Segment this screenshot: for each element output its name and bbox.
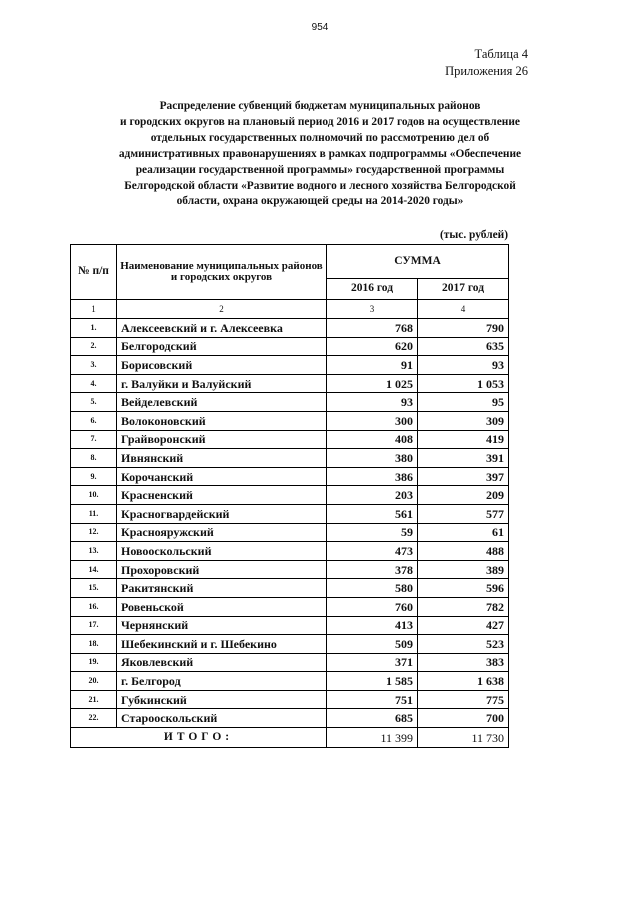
table-row xyxy=(71,486,509,505)
table-row xyxy=(71,467,509,486)
amount-2016: 386 xyxy=(327,467,418,486)
table-row xyxy=(71,560,509,579)
table-row xyxy=(71,542,509,561)
table-row xyxy=(71,635,509,654)
table-row xyxy=(71,579,509,598)
amount-2016: 1 585 xyxy=(327,672,418,691)
district-name: Красненский xyxy=(117,486,327,505)
table-row xyxy=(71,374,509,393)
table-number: Таблица 4 xyxy=(474,47,528,61)
district-name: Губкинский xyxy=(117,690,327,709)
amount-2017: 95 xyxy=(418,393,509,412)
table-row xyxy=(71,319,509,338)
row-number: 17. xyxy=(71,616,117,635)
amount-2017: 596 xyxy=(418,579,509,598)
district-name: Алексеевский и г. Алексеевка xyxy=(117,319,327,338)
row-number: 14. xyxy=(71,560,117,579)
table-row xyxy=(71,597,509,616)
amount-2016: 760 xyxy=(327,597,418,616)
amount-2017: 391 xyxy=(418,449,509,468)
district-name: Яковлевский xyxy=(117,653,327,672)
amount-2017: 523 xyxy=(418,635,509,654)
row-number: 20. xyxy=(71,672,117,691)
column-index: 3 xyxy=(327,300,418,319)
amount-2017: 419 xyxy=(418,430,509,449)
page-number: 954 xyxy=(311,22,329,33)
amount-2017: 775 xyxy=(418,690,509,709)
amount-2017: 93 xyxy=(418,356,509,375)
district-name: Шебекинский и г. Шебекино xyxy=(117,635,327,654)
table-row xyxy=(71,393,509,412)
column-index: 1 xyxy=(71,300,117,319)
amount-2016: 413 xyxy=(327,616,418,635)
column-header-sum: СУММА xyxy=(327,245,509,279)
amount-2017: 635 xyxy=(418,337,509,356)
total-row xyxy=(71,728,509,748)
district-name: Новооскольский xyxy=(117,542,327,561)
row-number: 22. xyxy=(71,709,117,728)
row-number: 9. xyxy=(71,467,117,486)
subsidy-table xyxy=(70,244,509,748)
title-line: отдельных государственных полномочий по рассмотрению дел об xyxy=(150,131,490,144)
row-number: 4. xyxy=(71,374,117,393)
row-number: 16. xyxy=(71,597,117,616)
district-name: Корочанский xyxy=(117,467,327,486)
amount-2017: 389 xyxy=(418,560,509,579)
row-number: 3. xyxy=(71,356,117,375)
amount-2016: 580 xyxy=(327,579,418,598)
amount-2016: 300 xyxy=(327,411,418,430)
amount-2016: 1 025 xyxy=(327,374,418,393)
title-line: Распределение субвенций бюджетам муниципальных районов xyxy=(159,100,481,112)
amount-2017: 1 638 xyxy=(418,672,509,691)
amount-2016: 378 xyxy=(327,560,418,579)
row-number: 19. xyxy=(71,653,117,672)
title-line: административных правонарушениях в рамках подпрограммы «Обеспечение xyxy=(118,147,522,160)
row-number: 10. xyxy=(71,486,117,505)
amount-2017: 61 xyxy=(418,523,509,542)
district-name: Красногвардейский xyxy=(117,504,327,523)
column-header-2017: 2017 год xyxy=(418,279,509,300)
amount-2016: 473 xyxy=(327,542,418,561)
table-row xyxy=(71,504,509,523)
row-number: 5. xyxy=(71,393,117,412)
column-header-2016: 2016 год xyxy=(327,279,418,300)
row-number: 8. xyxy=(71,449,117,468)
total-2016: 11 399 xyxy=(327,728,418,748)
total-label: ИТОГО: xyxy=(71,728,327,748)
amount-2016: 620 xyxy=(327,337,418,356)
amount-2016: 59 xyxy=(327,523,418,542)
row-number: 21. xyxy=(71,690,117,709)
amount-2016: 751 xyxy=(327,690,418,709)
amount-2017: 383 xyxy=(418,653,509,672)
row-number: 11. xyxy=(71,504,117,523)
amount-2017: 309 xyxy=(418,411,509,430)
district-name: г. Валуйки и Валуйский xyxy=(117,374,327,393)
table-row xyxy=(71,653,509,672)
amount-2016: 509 xyxy=(327,635,418,654)
amount-2016: 203 xyxy=(327,486,418,505)
amount-2016: 685 xyxy=(327,709,418,728)
column-header-name: Наименование муниципальных районов и городских округов xyxy=(117,245,327,300)
table-row xyxy=(71,430,509,449)
district-name: Белгородский xyxy=(117,337,327,356)
amount-2017: 1 053 xyxy=(418,374,509,393)
table-row xyxy=(71,616,509,635)
title-line: и городских округов на плановый период 2016 и 2017 годов на осуществление xyxy=(120,115,520,128)
table-row xyxy=(71,709,509,728)
amount-2016: 561 xyxy=(327,504,418,523)
title-line: области, охрана окружающей среды на 2014-2020 годы» xyxy=(176,195,464,208)
amount-2016: 91 xyxy=(327,356,418,375)
district-name: Ровеньской xyxy=(117,597,327,616)
table-row xyxy=(71,356,509,375)
district-name: Прохоровский xyxy=(117,560,327,579)
table-row xyxy=(71,690,509,709)
column-header-number: № п/п xyxy=(71,245,117,300)
amount-2017: 397 xyxy=(418,467,509,486)
district-name: Вейделевский xyxy=(117,393,327,412)
district-name: Ракитянский xyxy=(117,579,327,598)
row-number: 15. xyxy=(71,579,117,598)
district-name: Борисовский xyxy=(117,356,327,375)
district-name: Чернянский xyxy=(117,616,327,635)
table-row xyxy=(71,411,509,430)
amount-2016: 380 xyxy=(327,449,418,468)
table-reference xyxy=(445,46,528,80)
amount-2016: 93 xyxy=(327,393,418,412)
total-2017: 11 730 xyxy=(418,728,509,748)
district-name: г. Белгород xyxy=(117,672,327,691)
row-number: 6. xyxy=(71,411,117,430)
row-number: 2. xyxy=(71,337,117,356)
amount-2017: 577 xyxy=(418,504,509,523)
amount-2017: 209 xyxy=(418,486,509,505)
amount-2016: 408 xyxy=(327,430,418,449)
units-label: (тыс. рублей) xyxy=(440,229,508,241)
row-number: 1. xyxy=(71,319,117,338)
table-row xyxy=(71,523,509,542)
row-number: 7. xyxy=(71,430,117,449)
column-index: 2 xyxy=(117,300,327,319)
table-row xyxy=(71,672,509,691)
document-title xyxy=(70,99,570,210)
appendix-number: Приложения 26 xyxy=(445,64,528,78)
amount-2016: 768 xyxy=(327,319,418,338)
amount-2017: 790 xyxy=(418,319,509,338)
district-name: Волоконовский xyxy=(117,411,327,430)
district-name: Ивнянский xyxy=(117,449,327,468)
amount-2016: 371 xyxy=(327,653,418,672)
district-name: Старооскольский xyxy=(117,709,327,728)
amount-2017: 700 xyxy=(418,709,509,728)
column-index: 4 xyxy=(418,300,509,319)
row-number: 13. xyxy=(71,542,117,561)
title-line: Белгородской области «Развитие водного и лесного хозяйства Белгородской xyxy=(124,179,516,192)
district-name: Краснояружский xyxy=(117,523,327,542)
table-row xyxy=(71,449,509,468)
table-row xyxy=(71,337,509,356)
district-name: Грайворонский xyxy=(117,430,327,449)
column-index-row xyxy=(71,300,509,319)
title-line: реализации государственной программы» государственной программы xyxy=(135,163,505,176)
row-number: 12. xyxy=(71,523,117,542)
amount-2017: 488 xyxy=(418,542,509,561)
amount-2017: 427 xyxy=(418,616,509,635)
row-number: 18. xyxy=(71,635,117,654)
amount-2017: 782 xyxy=(418,597,509,616)
